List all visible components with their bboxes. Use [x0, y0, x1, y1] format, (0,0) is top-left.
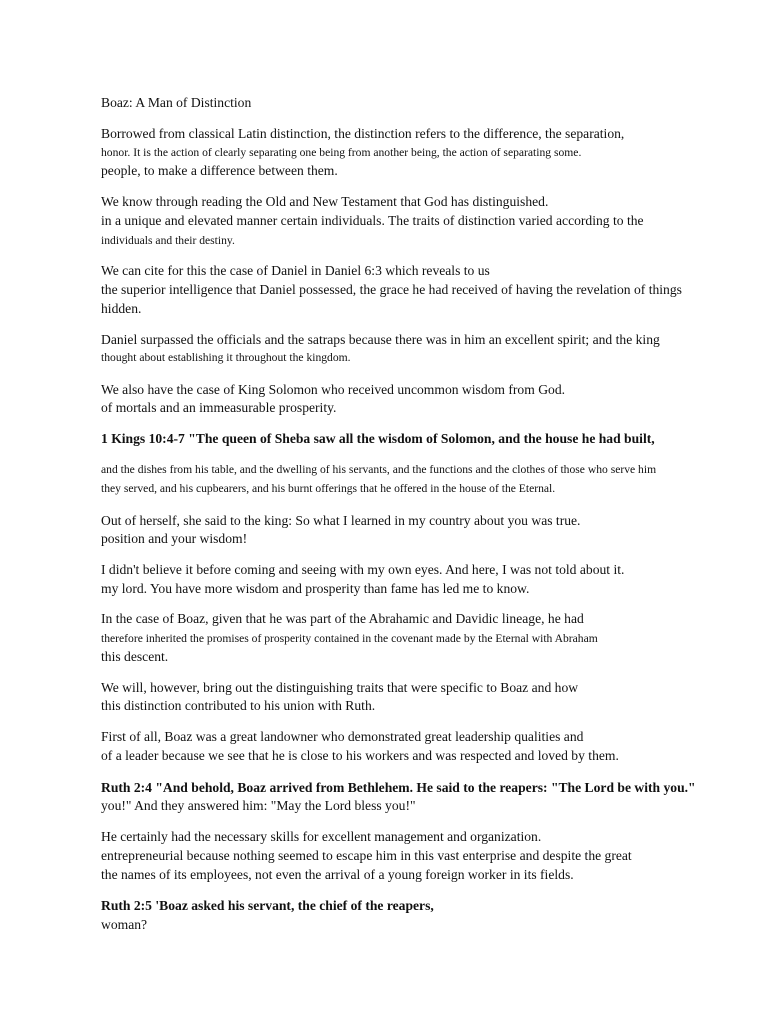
text-line: in a unique and elevated manner certain individuals. The traits of distinction varied according to the — [101, 213, 644, 228]
text-line: of mortals and an immeasurable prosperity. — [101, 400, 337, 415]
text-line: hidden. — [101, 301, 142, 316]
document-title: Boaz: A Man of Distinction — [101, 95, 252, 110]
text-line: entrepreneurial because nothing seemed to escape him in this vast enterprise and despite the great — [101, 848, 632, 863]
text-line: the names of its employees, not even the arrival of a young foreign worker in its fields. — [101, 867, 574, 882]
text-line: Daniel surpassed the officials and the satraps because there was in him an excellent spirit; and the king — [101, 332, 660, 347]
scripture-reference: 1 Kings 10:4-7 "The queen of Sheba saw all the wisdom of Solomon, and the house he had built, — [101, 431, 655, 446]
text-line: In the case of Boaz, given that he was part of the Abrahamic and Davidic lineage, he had — [101, 611, 584, 626]
text-line: my lord. You have more wisdom and prosperity than fame has led me to know. — [101, 581, 530, 596]
text-line: they served, and his cupbearers, and his burnt offerings that he offered in the house of the Eternal. — [101, 482, 556, 495]
text-line: the superior intelligence that Daniel possessed, the grace he had received of having the revelation of things — [101, 282, 682, 297]
text-line: position and your wisdom! — [101, 531, 248, 546]
text-line: people, to make a difference between them. — [101, 163, 338, 178]
text-line: Borrowed from classical Latin distinction, the distinction refers to the difference, the separation, — [101, 126, 625, 141]
text-line: We can cite for this the case of Daniel in Daniel 6:3 which reveals to us — [101, 263, 490, 278]
text-line: you!" And they answered him: "May the Lord bless you!" — [101, 798, 416, 813]
text-line: and the dishes from his table, and the dwelling of his servants, and the functions and the clothes of those who serve him — [101, 463, 657, 476]
text-line: I didn't believe it before coming and seeing with my own eyes. And here, I was not told about it. — [101, 562, 625, 577]
scripture-reference: Ruth 2:4 "And behold, Boaz arrived from Bethlehem. He said to the reapers: "The Lord be with you." — [101, 780, 696, 795]
text-line: honor. It is the action of clearly separating one being from another being, the action of separating some. — [101, 146, 582, 159]
scripture-reference: Ruth 2:5 'Boaz asked his servant, the chief of the reapers, — [101, 898, 434, 913]
text-line: woman? — [101, 917, 148, 932]
text-line: First of all, Boaz was a great landowner who demonstrated great leadership qualities and — [101, 729, 584, 744]
text-line: individuals and their destiny. — [101, 234, 235, 247]
text-line: this distinction contributed to his union with Ruth. — [101, 698, 376, 713]
text-line: this descent. — [101, 649, 169, 664]
text-line: Out of herself, she said to the king: So what I learned in my country about you was true. — [101, 513, 581, 528]
text-line: He certainly had the necessary skills for excellent management and organization. — [101, 829, 542, 844]
text-line: of a leader because we see that he is close to his workers and was respected and loved by them. — [101, 748, 619, 763]
text-line: We will, however, bring out the distinguishing traits that were specific to Boaz and how — [101, 680, 579, 695]
text-line: therefore inherited the promises of prosperity contained in the covenant made by the Eternal with Abraham — [101, 632, 598, 645]
text-line: We also have the case of King Solomon who received uncommon wisdom from God. — [101, 382, 566, 397]
text-line: We know through reading the Old and New Testament that God has distinguished. — [101, 194, 549, 209]
text-line: thought about establishing it throughout the kingdom. — [101, 351, 351, 364]
